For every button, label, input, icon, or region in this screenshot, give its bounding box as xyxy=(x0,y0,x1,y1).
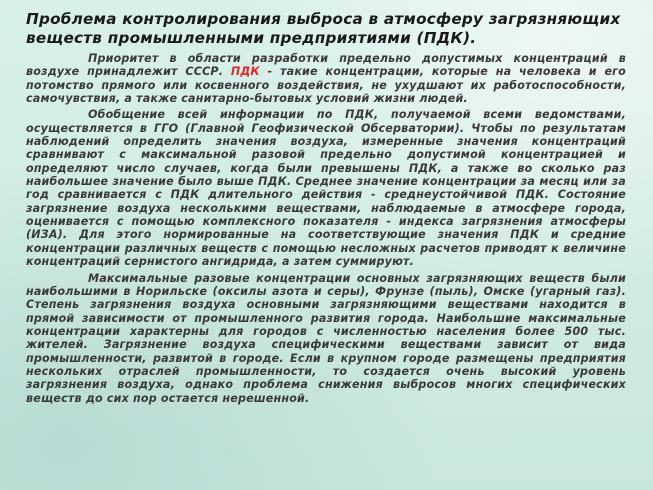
paragraph-1-definition: - такие концентрации, которые на человека и его потомство прямого или косвенного воздействия, не ухудшают их работоспособности, самочувствия, а также санитарно-бытовых условий жизни людей. xyxy=(26,65,626,106)
paragraph-1-intro: Приоритет в области разработки предельно допустимых концентраций в воздухе принадлежит СССР. xyxy=(26,52,626,79)
paragraph-max-concentrations: Максимальные разовые концентрации основных загрязняющих веществ были наибольшими в Норильске (оксилы азота и серы), Фрунзе (пыль), Омске (угарный газ). Степень загрязнения воздуха основными загрязняющими веществами находится в прямой зависимости от промышленного развития города. Наибольшие максимальные концентрации характерны для городов с численностью населения более 500 тыс. жителей. Загрязнение воздуха специфическими веществами зависит от вида промышленности, развитой в городе. Если в крупном городе размещены предприятия нескольких отраслей промышленности, то создается очень высокий уровень загрязнения воздуха, однако проблема снижения выбросов многих специфических веществ до сих пор остается нерешенной. xyxy=(26,271,626,405)
pdk-highlight: ПДК xyxy=(230,65,260,79)
paragraph-pdk-monitoring: Обобщение всей информации по ПДК, получаемой всеми ведомствами, осуществляется в ГГО (Главной Геофизической Обсерватории). Чтобы по результатам наблюдений определить значения воздуха, измеренные значения концентраций сравнивают с максимальной разовой предельно допустимой концентрацией и определяют число случаев, когда были превышены ПДК, а также во сколько раз наибольшее значение было выше ПДК. Среднее значение концентрации за месяц или за год сравнивается с ПДК длительного действия - среднеустойчивой ПДК. Состояние загрязнение воздуха несколькими веществами, наблюдаемые в атмосфере города, оценивается с помощью комплексного показателя - индекса загрязнения атмосферы (ИЗА). Для этого нормированные на соответствующие значения ПДК и средние концентрации различных веществ с помощью несложных расчетов приводят к величине концентраций сернистого ангидрида, а затем суммируют. xyxy=(26,108,626,269)
paragraph-pdk-definition xyxy=(26,52,626,105)
slide-body xyxy=(26,52,626,408)
slide-title: Проблема контролирования выброса в атмосферу загрязняющих веществ промышленными предприятиями (ПДК). xyxy=(26,10,621,47)
